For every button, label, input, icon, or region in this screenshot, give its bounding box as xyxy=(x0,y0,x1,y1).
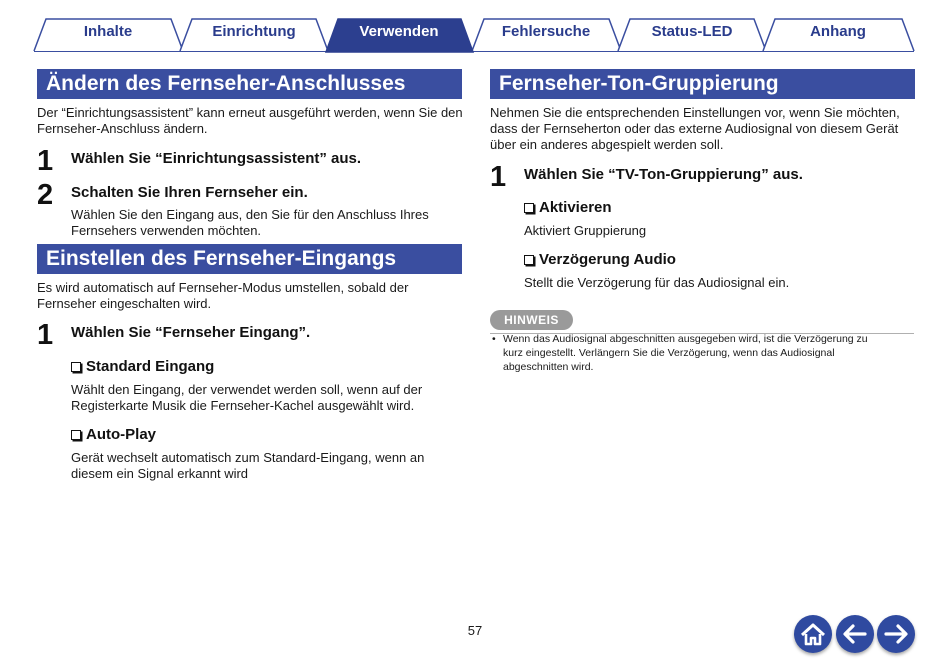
home-button[interactable] xyxy=(794,615,832,653)
step-title: Wählen Sie “TV-Ton-Gruppierung” aus. xyxy=(524,166,803,183)
step-body-line2: Fernsehers verwenden möchten. xyxy=(71,223,262,238)
checkbox-square-icon xyxy=(71,362,81,372)
section2-intro-line1: Es wird automatisch auf Fernseher-Modus umstellen, sobald der xyxy=(37,280,409,295)
section-title-tv-input: Einstellen des Fernseher-Eingangs xyxy=(37,244,462,274)
checkbox-square-icon xyxy=(71,430,81,440)
back-button[interactable] xyxy=(836,615,874,653)
page-number: 57 xyxy=(467,623,483,638)
tab-bar xyxy=(0,0,950,56)
tab-anhang[interactable]: Anhang xyxy=(810,23,866,40)
step-title: Schalten Sie Ihren Fernseher ein. xyxy=(71,184,308,201)
option-standard-input xyxy=(71,358,214,376)
note-text xyxy=(492,332,902,374)
forward-button[interactable] xyxy=(877,615,915,653)
step-number: 1 xyxy=(37,319,54,351)
option-activate xyxy=(524,199,612,217)
note-badge: HINWEIS xyxy=(490,310,573,330)
bullet: • xyxy=(492,333,496,345)
checkbox-square-icon xyxy=(524,203,534,213)
option-body-line1: Gerät wechselt automatisch zum Standard-Eingang, wenn an xyxy=(71,450,425,465)
option-body-line2: Registerkarte Musik die Fernseher-Kachel ausgewählt wird. xyxy=(71,398,415,413)
tab-status-led[interactable]: Status-LED xyxy=(651,23,733,40)
section1-intro-line1: Der “Einrichtungsassistent” kann erneut ausgeführt werden, wenn Sie den xyxy=(37,105,463,120)
option-auto-play xyxy=(71,426,156,444)
option-audio-delay xyxy=(524,251,676,269)
option-body: Stellt die Verzögerung für das Audiosignal ein. xyxy=(524,275,790,290)
section-title-tv-connection: Ändern des Fernseher-Anschlusses xyxy=(37,69,462,99)
checkbox-square-icon xyxy=(524,255,534,265)
step-title: Wählen Sie “Fernseher Eingang”. xyxy=(71,324,311,341)
tab-inhalte[interactable]: Inhalte xyxy=(83,23,133,40)
note-line2: kurz eingestellt. Verlängern Sie die Verzögerung, wenn das Audiosignal xyxy=(503,347,835,359)
right-intro-line2: dass der Fernseherton oder das externe Audiosignal von diesem Gerät xyxy=(490,121,899,136)
home-icon xyxy=(794,615,832,653)
step-number: 2 xyxy=(37,179,54,211)
arrow-left-icon xyxy=(836,615,874,653)
note-line3: abgeschnitten wird. xyxy=(503,361,594,373)
section2-intro-line2: Fernseher eingeschalten wird. xyxy=(37,296,212,311)
option-body-line2: diesem ein Signal erkannt wird xyxy=(71,466,249,481)
option-title: Verzögerung Audio xyxy=(539,251,676,268)
tab-fehlersuche[interactable]: Fehlersuche xyxy=(501,23,591,40)
option-title: Auto-Play xyxy=(86,426,157,443)
note-line1: Wenn das Audiosignal abgeschnitten ausgegeben wird, ist die Verzögerung zu xyxy=(503,333,868,345)
option-body: Aktiviert Gruppierung xyxy=(524,223,647,238)
section-title-tv-audio-grouping: Fernseher-Ton-Gruppierung xyxy=(490,69,915,99)
step-title: Wählen Sie “Einrichtungsassistent” aus. xyxy=(71,150,362,167)
step-body-line1: Wählen Sie den Eingang aus, den Sie für den Anschluss Ihres xyxy=(71,207,429,222)
option-title: Standard Eingang xyxy=(86,358,215,375)
section1-intro-line2: Fernseher-Anschluss ändern. xyxy=(37,121,208,136)
option-title: Aktivieren xyxy=(539,199,612,216)
option-body-line1: Wählt den Eingang, der verwendet werden soll, wenn auf der xyxy=(71,382,423,397)
arrow-right-icon xyxy=(877,615,915,653)
step-number: 1 xyxy=(490,161,507,193)
right-intro-line3: über ein anderes abgespielt werden soll. xyxy=(490,137,724,152)
step-number: 1 xyxy=(37,145,54,177)
tab-verwenden[interactable]: Verwenden xyxy=(359,23,439,40)
right-intro-line1: Nehmen Sie die entsprechenden Einstellungen vor, wenn Sie möchten, xyxy=(490,105,900,120)
tab-einrichtung[interactable]: Einrichtung xyxy=(212,23,296,40)
